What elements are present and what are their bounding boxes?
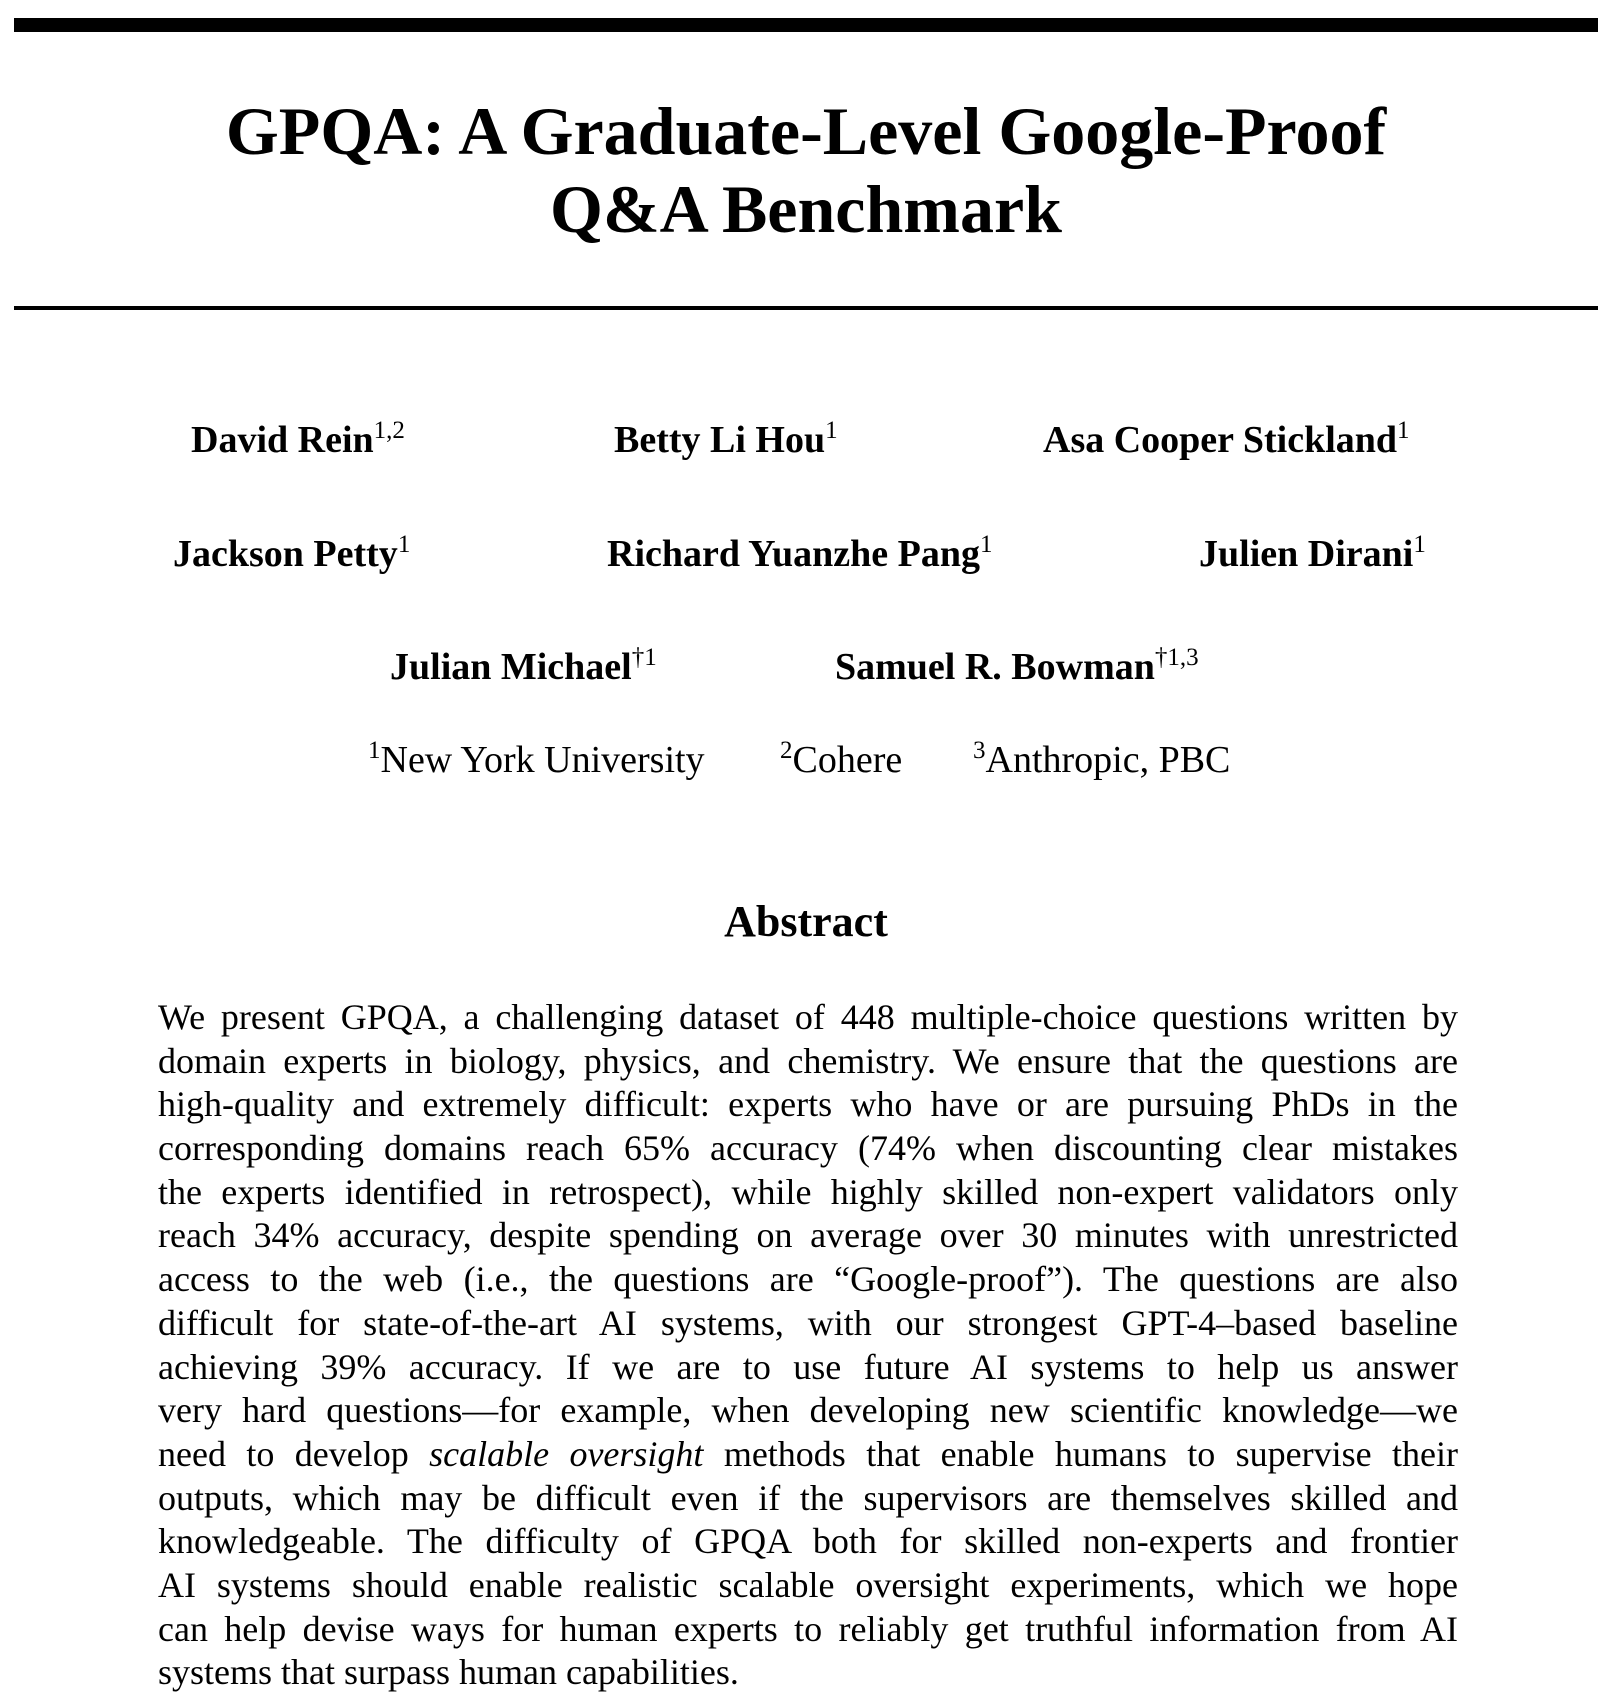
paper-title [0,92,1612,248]
abstract-line: reach 34% accuracy, despite spending on average over 30 minutes with unrestricted [158,1215,1458,1256]
affiliation-nyu [368,738,705,782]
author-name: Jackson Petty [173,533,398,575]
author-jackson-petty [173,532,410,576]
title-line-2: Q&A Benchmark [550,171,1062,247]
author-asa-cooper-stickland [1043,418,1410,462]
author-name: Julian Michael [390,646,632,688]
abstract-line: corresponding domains reach 65% accuracy (74% when discounting clear mistakes [158,1128,1458,1169]
author-affiliation-marker: 1 [1397,417,1410,444]
author-affiliation-marker: 1 [397,531,411,558]
affiliation-marker: 2 [780,737,793,764]
author-name: Betty Li Hou [614,419,826,461]
author-name: Asa Cooper Stickland [1043,419,1398,461]
top-rule [14,18,1598,32]
abstract-line: high-quality and extremely difficult: experts who have or are pursuing PhDs in the [158,1084,1458,1125]
abstract-line: knowledgeable. The difficulty of GPQA both for skilled non-experts and frontier [158,1521,1458,1562]
abstract-line: outputs, which may be difficult even if the supervisors are themselves skilled and [158,1477,1458,1518]
abstract-line: very hard questions—for example, when developing new scientific knowledge—we [158,1390,1458,1431]
affiliation-marker: 3 [973,737,986,764]
author-julien-dirani [1199,532,1426,576]
author-name: Samuel R. Bowman [835,646,1155,688]
abstract-emphasis-scalable-oversight: scalable oversight [429,1433,704,1474]
affiliation-name: New York University [380,739,705,781]
author-name: Richard Yuanzhe Pang [607,533,981,575]
author-samuel-r-bowman [835,645,1199,689]
author-affiliation-marker: 1,2 [373,417,405,444]
author-david-rein [191,418,405,462]
abstract-line: can help devise ways for human experts to reliably get truthful information from AI [158,1608,1458,1649]
title-bottom-rule [14,306,1598,310]
abstract-line: systems that surpass human capabilities. [158,1652,739,1693]
author-affiliation-marker: 1 [1413,531,1426,558]
abstract-line: AI systems should enable realistic scalable oversight experiments, which we hope [158,1564,1458,1605]
author-affiliation-marker: †1,3 [1154,644,1199,671]
abstract-line: access to the web (i.e., the questions are “Google-proof”). The questions are also [158,1259,1458,1300]
affiliation-anthropic [973,738,1230,782]
abstract-line: difficult for state-of-the-art AI systems, with our strongest GPT-4–based baseline [158,1302,1458,1343]
author-richard-yuanzhe-pang [607,532,993,576]
abstract-line: domain experts in biology, physics, and chemistry. We ensure that the questions are [158,1040,1458,1081]
author-julian-michael [390,645,657,689]
abstract-text: need to develop [158,1433,430,1474]
affiliation-cohere [780,738,902,782]
author-affiliation-marker: 1 [825,417,838,444]
affiliation-name: Cohere [792,739,903,781]
author-affiliation-marker: †1 [631,644,657,671]
author-betty-li-hou [614,418,838,462]
title-line-1: GPQA: A Graduate-Level Google-Proof [225,93,1387,169]
author-name: David Rein [191,419,374,461]
abstract-line: We present GPQA, a challenging dataset of 448 multiple-choice questions written by [158,997,1458,1037]
author-name: Julien Dirani [1199,533,1414,575]
affiliation-name: Anthropic, PBC [985,739,1231,781]
abstract-line: the experts identified in retrospect), while highly skilled non-expert validators only [158,1171,1458,1212]
abstract-line: achieving 39% accuracy. If we are to use future AI systems to help us answer [158,1346,1458,1387]
abstract-body [158,996,1458,1695]
author-affiliation-marker: 1 [980,531,993,558]
abstract-line [158,1433,1458,1477]
abstract-heading: Abstract [724,897,888,946]
abstract-text: methods that enable humans to supervise their [703,1433,1458,1474]
affiliation-marker: 1 [368,737,381,764]
